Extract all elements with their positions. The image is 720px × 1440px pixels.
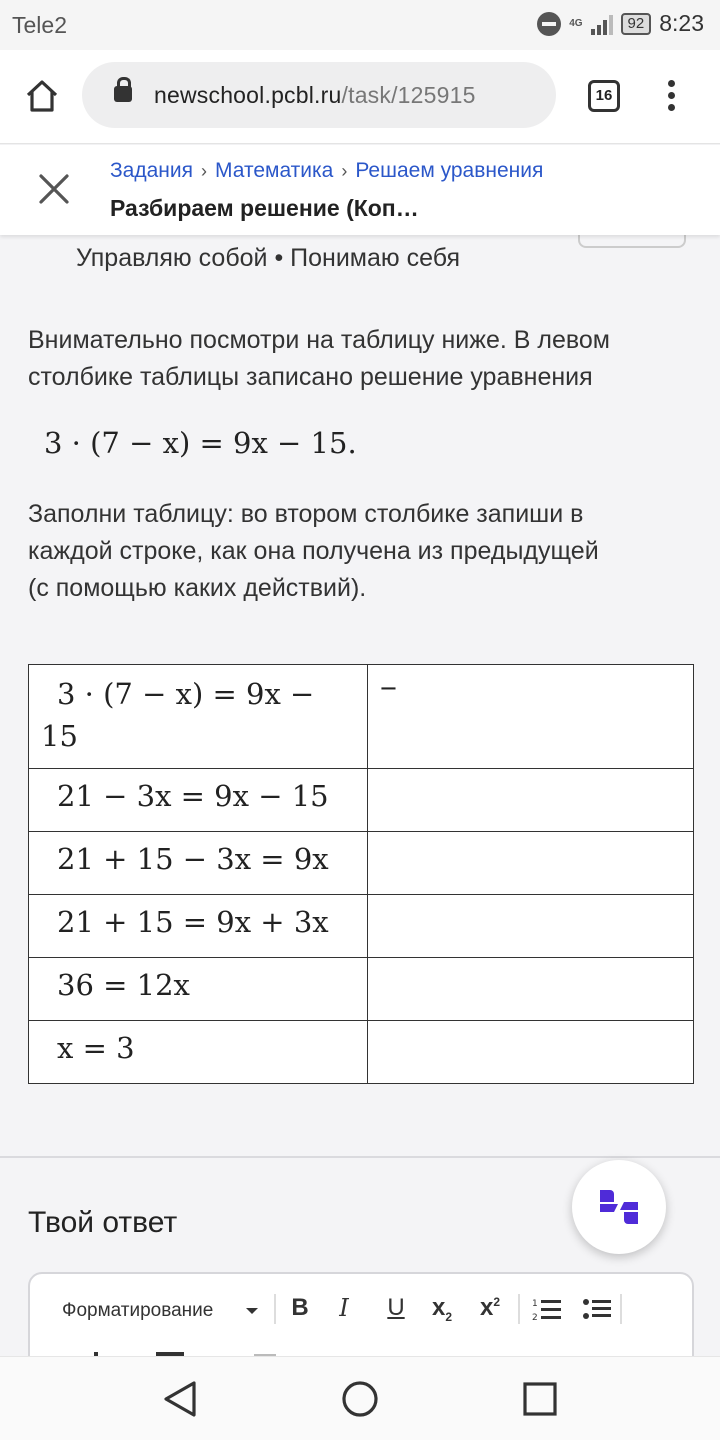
battery-indicator: 92 [621, 13, 652, 35]
table-row [29, 957, 693, 1020]
step-cell: 21 − 3x = 9x − 15 [29, 769, 368, 831]
svg-text:2: 2 [532, 1313, 538, 1323]
svg-text:1: 1 [532, 1299, 538, 1309]
step-cell: 21 + 15 − 3x = 9x [29, 832, 368, 894]
close-icon[interactable] [36, 171, 72, 207]
chevron-right-icon: › [341, 161, 348, 181]
status-time: 8:23 [659, 10, 704, 36]
format-dropdown[interactable]: Форматирование [62, 1300, 214, 1321]
numbered-list-icon[interactable] [532, 1296, 562, 1324]
skill-tags: Управляю собой • Понимаю себя [76, 244, 461, 272]
main-equation: 3 · (7 − x) = 9x − 15. [44, 426, 357, 460]
table-row [29, 894, 693, 957]
action-cell[interactable] [368, 958, 693, 1020]
task-intro: Внимательно посмотри на таблицу ниже. В левом столбике таблицы записано решение уравнения [28, 326, 610, 391]
action-cell[interactable] [368, 1021, 693, 1083]
subscript-button[interactable]: $x_2$ [431, 1294, 453, 1324]
help-button[interactable] [572, 1160, 666, 1254]
step-cell: 3 · (7 − x) = 9x − 15 [29, 665, 368, 768]
browser-toolbar [0, 50, 720, 144]
table-row [29, 665, 693, 768]
do-not-disturb-icon [537, 12, 561, 36]
table-row [29, 831, 693, 894]
answer-title: Твой ответ [28, 1206, 178, 1239]
lock-icon [114, 86, 132, 102]
solution-table [28, 664, 694, 1084]
breadcrumb-equations[interactable]: Решаем уравнения [355, 159, 544, 182]
underline-button[interactable]: U [387, 1294, 405, 1321]
status-icons [537, 10, 704, 37]
thumbs-icon [596, 1186, 642, 1228]
action-cell[interactable] [368, 832, 693, 894]
carrier-name: Tele2 [12, 12, 67, 38]
italic-button[interactable]: I [339, 1294, 349, 1322]
action-cell[interactable] [368, 895, 693, 957]
superscript-button[interactable]: $x^2$ [479, 1294, 501, 1321]
bullet-list-icon[interactable] [582, 1296, 612, 1324]
breadcrumb [110, 159, 543, 183]
status-bar [0, 0, 720, 50]
action-cell[interactable] [368, 769, 693, 831]
home-nav-icon[interactable] [340, 1379, 380, 1419]
step-cell: x = 3 [29, 1021, 368, 1083]
caret-down-icon [246, 1308, 258, 1314]
step-cell: 21 + 15 = 9x + 3x [29, 895, 368, 957]
signal-icon [591, 13, 613, 35]
toolbar-separator [518, 1294, 520, 1324]
page-title: Разбираем решение (Коп… [110, 195, 419, 221]
url-text: newschool.pcbl.ru/task/125915 [154, 82, 476, 108]
section-divider [0, 1156, 720, 1158]
table-row [29, 768, 693, 831]
home-icon[interactable] [24, 78, 60, 114]
address-bar[interactable] [82, 62, 556, 128]
tab-switcher-button[interactable]: 16 [588, 80, 620, 112]
breadcrumb-tasks[interactable]: Задания [110, 159, 193, 182]
network-type: 4G [569, 17, 583, 29]
breadcrumb-math[interactable]: Математика [215, 159, 334, 182]
page-header [0, 145, 720, 235]
toolbar-separator [620, 1294, 622, 1324]
task-instruction: Заполни таблицу: во втором столбике запиши в каждой строке, как она получена из предыдущей (с помощью каких действий). [28, 500, 599, 602]
back-icon[interactable] [162, 1379, 198, 1419]
toolbar-separator [274, 1294, 276, 1324]
step-cell: 36 = 12x [29, 958, 368, 1020]
more-menu-icon[interactable] [664, 78, 680, 114]
table-row [29, 1020, 693, 1083]
action-cell[interactable]: − [380, 673, 397, 705]
chevron-right-icon: › [201, 161, 207, 181]
bold-button[interactable]: B [291, 1294, 309, 1321]
recents-icon[interactable] [522, 1381, 558, 1417]
system-nav-bar [0, 1356, 720, 1440]
